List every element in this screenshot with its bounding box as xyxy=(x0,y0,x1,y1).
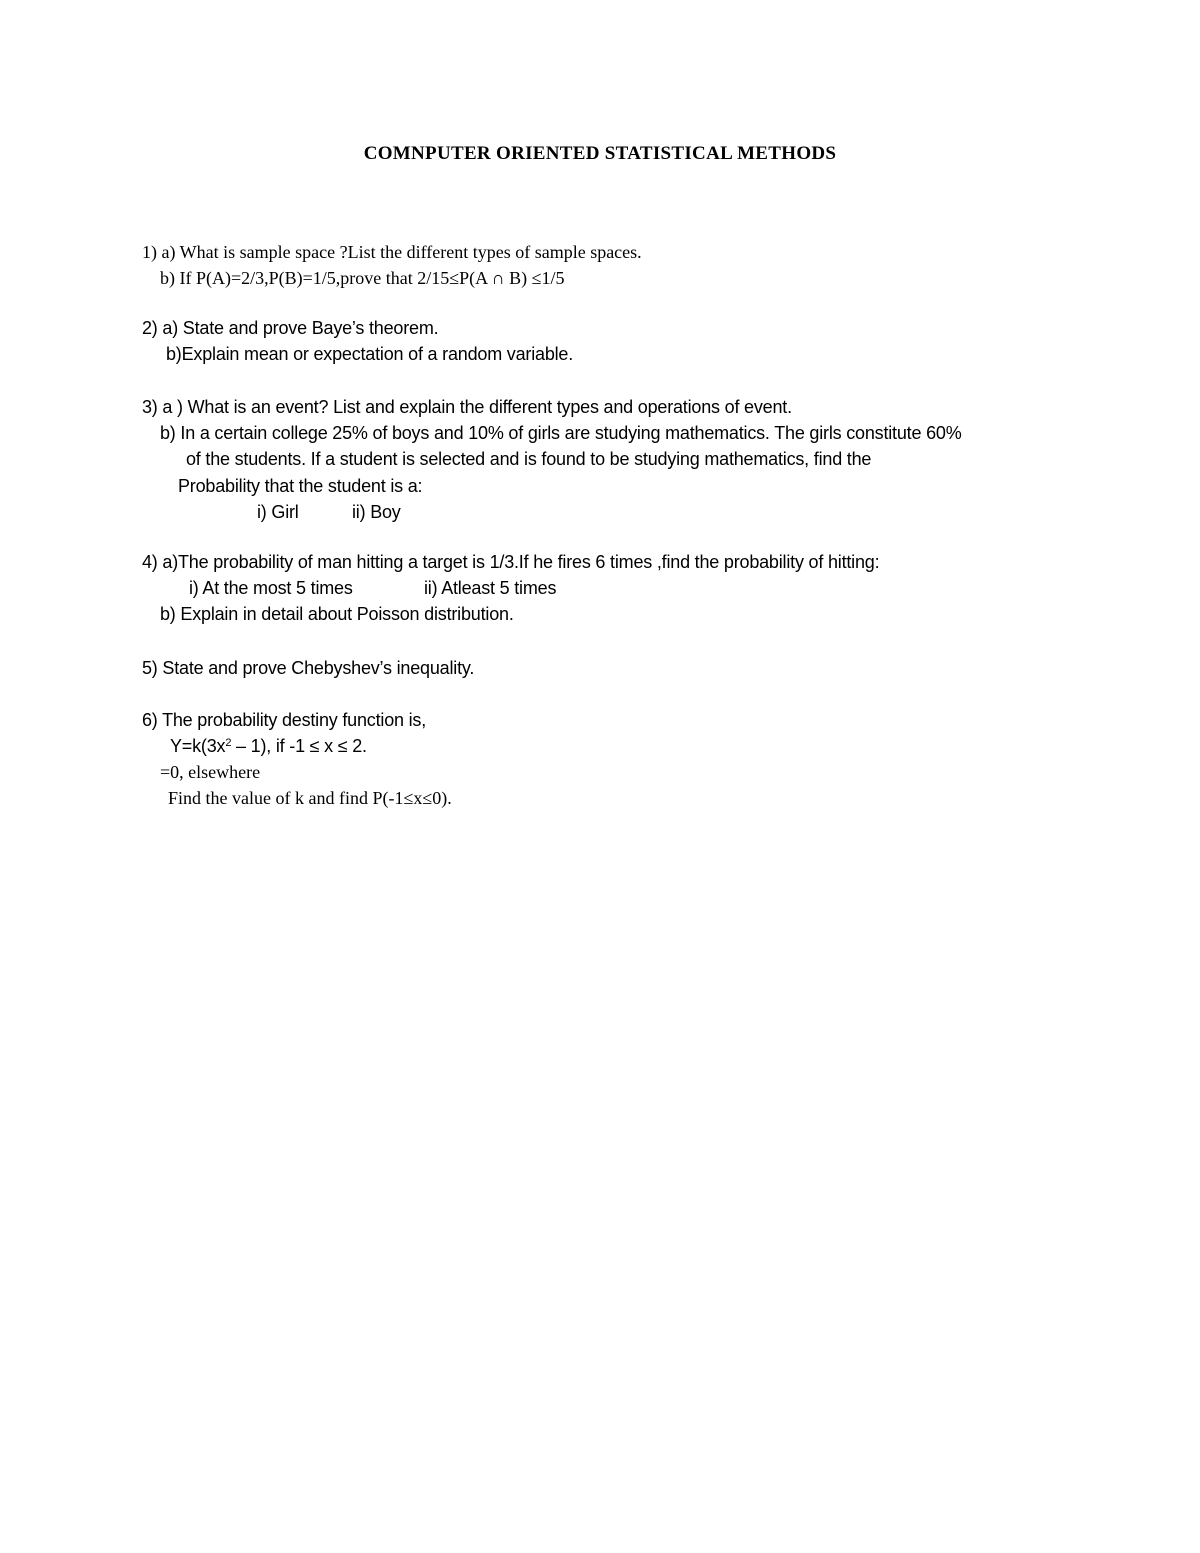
q3-b-line2: of the students. If a student is selected and is found to be studying mathematics, find the xyxy=(186,449,872,469)
q3-b-line3: Probability that the student is a: xyxy=(178,476,423,496)
q6-equation-pre: Y=k(3x xyxy=(170,736,226,756)
q6-find: Find the value of k and find P(-1≤x≤0). xyxy=(168,788,452,808)
q2-b: b)Explain mean or expectation of a random variable. xyxy=(166,344,574,364)
q3-a: 3) a ) What is an event? List and explain the different types and operations of event. xyxy=(142,397,792,417)
q6-equation-exponent: 2 xyxy=(225,737,232,749)
q3-option-girl: i) Girl xyxy=(257,502,299,522)
q6-intro: 6) The probability destiny function is, xyxy=(142,710,427,730)
q6-equation-post: – 1), if -1 ≤ x ≤ 2. xyxy=(231,736,367,756)
q6-elsewhere: =0, elsewhere xyxy=(160,762,261,782)
q6-equation xyxy=(170,735,367,757)
q1-a: 1) a) What is sample space ?List the different types of sample spaces. xyxy=(142,242,642,262)
q1-b: b) If P(A)=2/3,P(B)=1/5,prove that 2/15≤P(A ∩ B) ≤1/5 xyxy=(160,268,565,288)
q3-b-line1: b) In a certain college 25% of boys and 10% of girls are studying mathematics. The girls constitute 60% xyxy=(160,423,962,443)
q2-a: 2) a) State and prove Baye’s theorem. xyxy=(142,318,439,338)
q4-b: b) Explain in detail about Poisson distribution. xyxy=(160,604,514,624)
page-title: COMNPUTER ORIENTED STATISTICAL METHODS xyxy=(363,143,837,164)
q4-a: 4) a)The probability of man hitting a target is 1/3.If he fires 6 times ,find the probability of hitting: xyxy=(142,552,880,572)
q4-option-at-most: i) At the most 5 times xyxy=(189,578,353,598)
q3-option-boy: ii) Boy xyxy=(352,502,401,522)
q4-option-at-least: ii) Atleast 5 times xyxy=(424,578,557,598)
q5: 5) State and prove Chebyshev’s inequality. xyxy=(142,658,475,678)
